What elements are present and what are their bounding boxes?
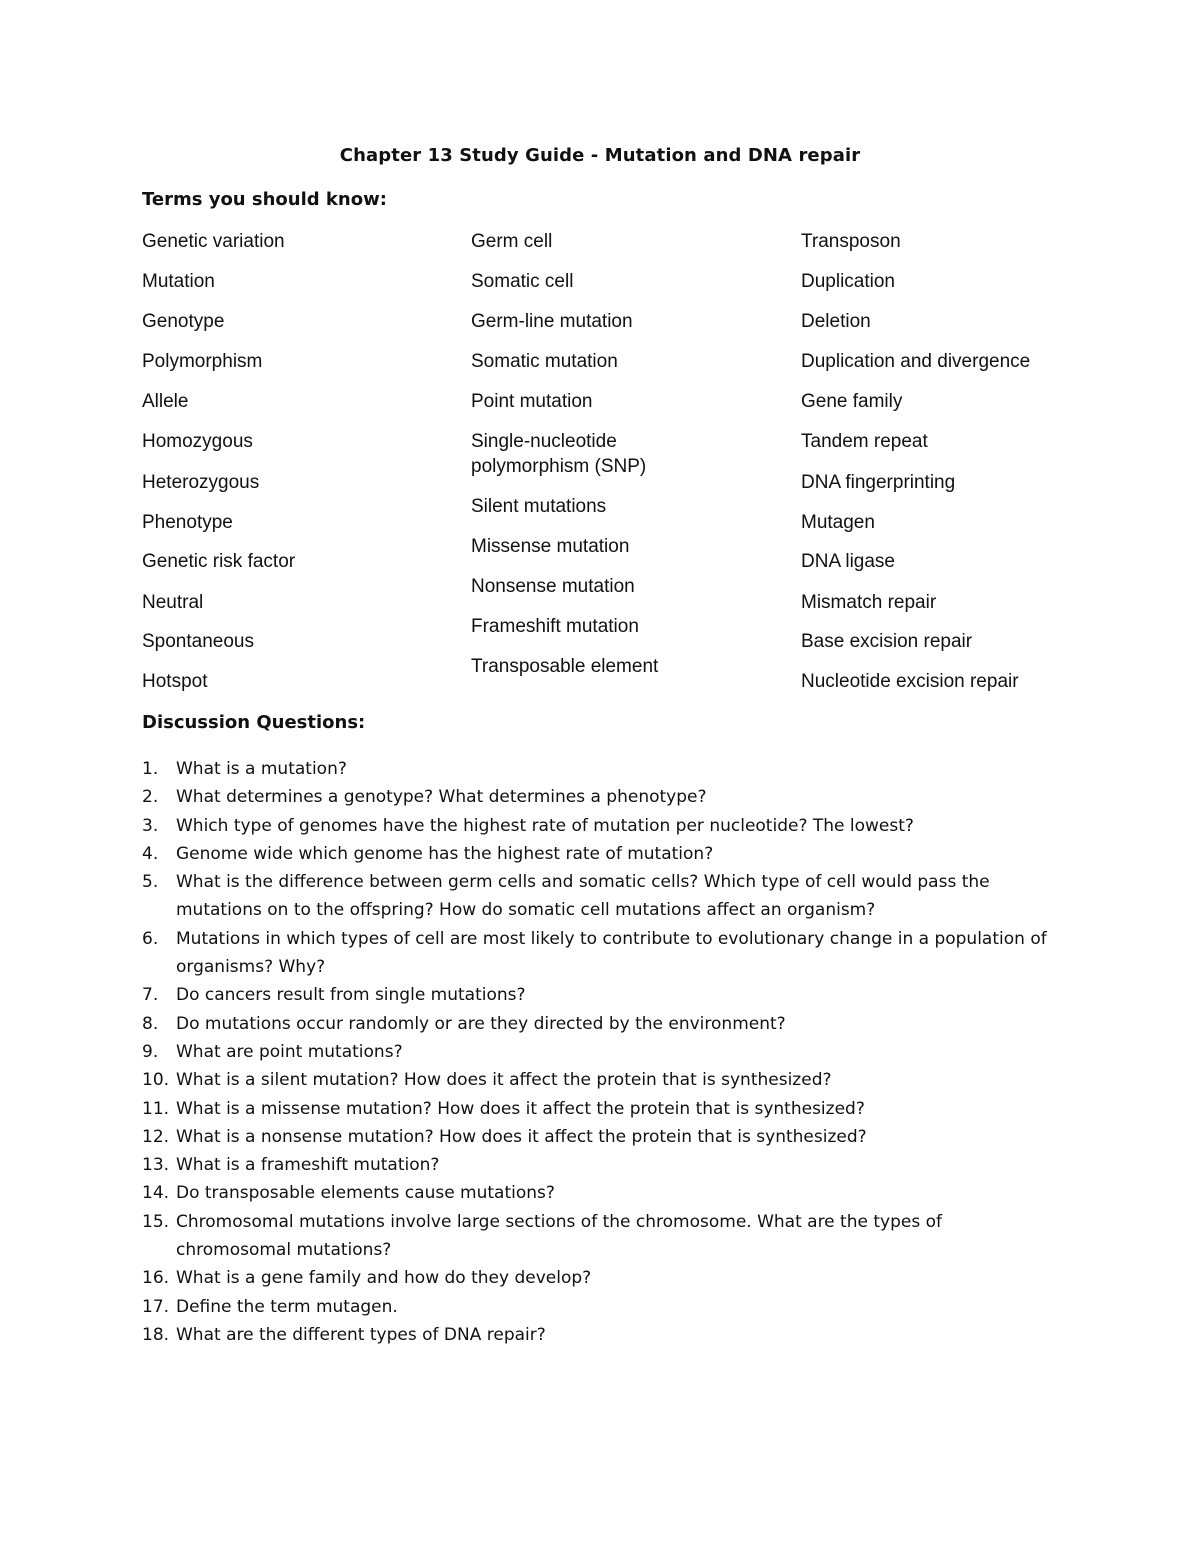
question-item — [142, 812, 1062, 840]
question-number: 11. — [142, 1098, 170, 1119]
question-number: 2. — [142, 787, 159, 808]
question-number: 3. — [142, 815, 159, 836]
term-item: Missense mutation — [471, 536, 630, 557]
term-item: Germ-line mutation — [471, 311, 633, 332]
question-item — [142, 1038, 1062, 1066]
question-text: What determines a genotype? What determines a phenotype? — [176, 787, 707, 808]
term-item: Heterozygous — [142, 472, 260, 493]
term-item: Homozygous — [142, 431, 253, 452]
term-item: Transposable element — [471, 656, 659, 677]
term-item: Spontaneous — [142, 631, 254, 652]
term-item: DNA fingerprinting — [801, 472, 956, 493]
question-number: 13. — [142, 1155, 170, 1176]
question-item — [142, 755, 1062, 783]
question-text: Do transposable elements cause mutations? — [176, 1183, 555, 1204]
question-item — [142, 1151, 1062, 1179]
term-item: Single-nucleotide — [471, 431, 617, 452]
term-item: Genetic variation — [142, 231, 285, 252]
question-number: 12. — [142, 1126, 170, 1147]
term-item: polymorphism (SNP) — [471, 456, 647, 477]
term-item: Genotype — [142, 311, 225, 332]
question-text: Genome wide which genome has the highest rate of mutation? — [176, 843, 714, 864]
term-item: Tandem repeat — [801, 431, 928, 452]
question-item — [142, 925, 1062, 982]
question-text: What is a missense mutation? How does it affect the protein that is synthesized? — [176, 1098, 865, 1119]
question-number: 16. — [142, 1268, 170, 1289]
question-item — [142, 1293, 1062, 1321]
term-item: Nucleotide excision repair — [801, 671, 1019, 692]
term-item: Mismatch repair — [801, 592, 937, 613]
term-item: Somatic mutation — [471, 351, 618, 372]
question-number: 10. — [142, 1070, 170, 1091]
term-item: Frameshift mutation — [471, 616, 639, 637]
question-item — [142, 1123, 1062, 1151]
term-item: Duplication and divergence — [801, 351, 1031, 372]
question-number: 15. — [142, 1211, 170, 1232]
question-number: 9. — [142, 1041, 159, 1062]
term-item: Base excision repair — [801, 631, 973, 652]
question-item — [142, 868, 1062, 925]
question-text: What is a gene family and how do they develop? — [176, 1268, 592, 1289]
term-item: Mutagen — [801, 512, 875, 533]
page-title: Chapter 13 Study Guide - Mutation and DNA repair — [339, 145, 861, 166]
question-text: Chromosomal mutations involve large sections of the chromosome. What are the types of chromosomal mutations? — [176, 1211, 942, 1261]
question-number: 1. — [142, 759, 159, 779]
question-number: 14. — [142, 1183, 170, 1204]
question-text: What is a frameshift mutation? — [176, 1155, 440, 1176]
question-text: What is a nonsense mutation? How does it affect the protein that is synthesized? — [176, 1126, 867, 1147]
question-text: What is a mutation? — [176, 759, 347, 779]
term-item: DNA ligase — [801, 551, 895, 572]
question-item — [142, 981, 1062, 1009]
question-item — [142, 1066, 1062, 1094]
question-text: Which type of genomes have the highest rate of mutation per nucleotide? The lowest? — [176, 815, 914, 836]
question-text: Do cancers result from single mutations? — [176, 985, 526, 1006]
question-text: What are point mutations? — [176, 1041, 403, 1062]
term-item: Phenotype — [142, 512, 233, 533]
question-item — [142, 840, 1062, 868]
term-item: Neutral — [142, 592, 204, 613]
term-item: Germ cell — [471, 231, 553, 252]
term-item: Hotspot — [142, 671, 208, 692]
term-item: Gene family — [801, 391, 903, 412]
term-item: Duplication — [801, 271, 895, 292]
question-text: What is the difference between germ cells and somatic cells? Which type of cell would pass the mutations on to the offspring? How do somatic cell mutations affect an organism? — [176, 872, 990, 921]
question-text: What are the different types of DNA repair? — [176, 1324, 546, 1345]
term-item: Somatic cell — [471, 271, 574, 292]
term-item: Mutation — [142, 271, 215, 292]
question-text: Define the term mutagen. — [176, 1296, 398, 1317]
question-item — [142, 1208, 1062, 1265]
question-number: 18. — [142, 1324, 170, 1345]
question-number: 17. — [142, 1296, 170, 1317]
question-list — [142, 755, 1062, 1349]
term-item: Allele — [142, 391, 189, 412]
question-number: 8. — [142, 1013, 159, 1034]
discussion-heading: Discussion Questions: — [142, 712, 366, 733]
question-number: 7. — [142, 985, 159, 1006]
question-number: 5. — [142, 872, 159, 893]
question-item — [142, 783, 1062, 811]
question-text: Mutations in which types of cell are most likely to contribute to evolutionary change in a population of organisms? Why? — [176, 928, 1047, 978]
term-item: Genetic risk factor — [142, 551, 296, 572]
question-item — [142, 1095, 1062, 1123]
term-item: Transposon — [801, 231, 901, 252]
question-item — [142, 1179, 1062, 1207]
term-item: Silent mutations — [471, 496, 607, 517]
question-text: Do mutations occur randomly or are they directed by the environment? — [176, 1013, 786, 1034]
question-item — [142, 1010, 1062, 1038]
term-item: Point mutation — [471, 391, 593, 412]
term-item: Polymorphism — [142, 351, 263, 372]
terms-heading: Terms you should know: — [142, 189, 387, 210]
question-number: 4. — [142, 843, 159, 864]
term-item: Nonsense mutation — [471, 576, 635, 597]
question-item — [142, 1321, 1062, 1349]
question-number: 6. — [142, 928, 159, 949]
question-item — [142, 1264, 1062, 1292]
term-item: Deletion — [801, 311, 871, 332]
question-text: What is a silent mutation? How does it affect the protein that is synthesized? — [176, 1070, 832, 1091]
